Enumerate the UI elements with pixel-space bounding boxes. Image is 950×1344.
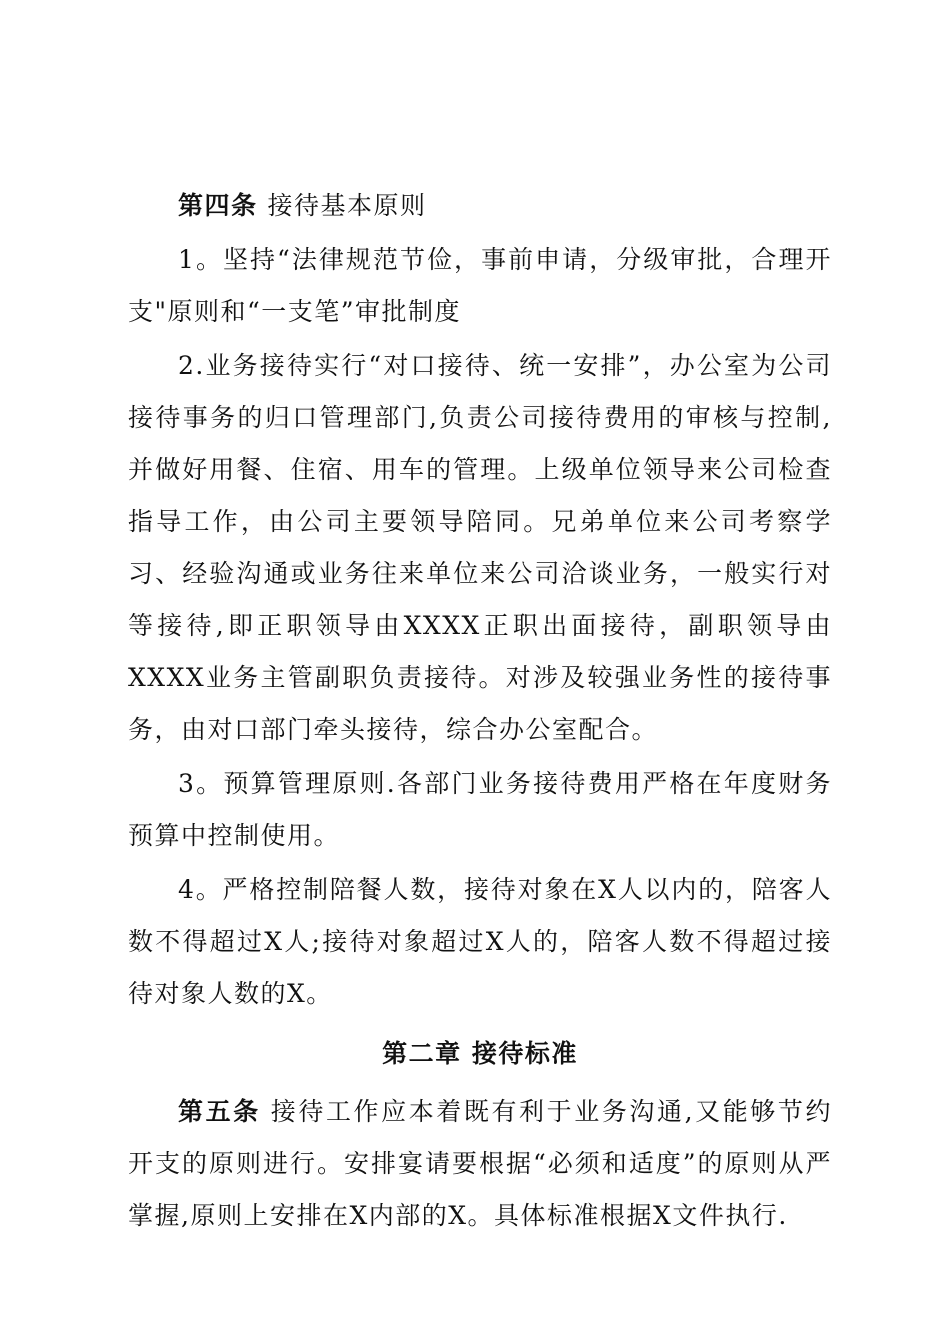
principle-item-2: 2.业务接待实行“对口接待、统一安排”，办公室为公司接待事务的归口管理部门,负责公司接待费用的审核与控制,并做好用餐、住宿、用车的管理。上级单位领导来公司检查指导工作，由公司主要领导陪同。兄弟单位来公司考察学习、经验沟通或业务往来单位来公司洽谈业务，一般实行对等接待,即正职领导由XXXX正职出面接待，副职领导由XXXX业务主管副职负责接待。对涉及较强业务性的接待事务，由对口部门牵头接待，综合办公室配合。 xyxy=(128,351,832,744)
article-4-label: 第四条 xyxy=(178,191,258,220)
principle-item-3: 3。预算管理原则.各部门业务接待费用严格在年度财务预算中控制使用。 xyxy=(128,769,832,850)
chapter-2-heading: 第二章 接待标准 xyxy=(382,1039,578,1068)
principle-item-1: 1。坚持“法律规范节俭，事前申请，分级审批，合理开支"原则和“一支笔”审批制度 xyxy=(128,245,832,326)
principle-item-4: 4。严格控制陪餐人数，接待对象在X人以内的，陪客人数不得超过X人;接待对象超过X人的，陪客人数不得超过接待对象人数的X。 xyxy=(128,875,832,1008)
article-4-heading xyxy=(128,180,832,232)
document-page xyxy=(128,180,832,1244)
article-5-label: 第五条 xyxy=(178,1097,261,1126)
article-4-title: 接待基本原则 xyxy=(267,191,427,220)
article-5-body: 接待工作应本着既有利于业务沟通,又能够节约开支的原则进行。安排宴请要根据“必须和适度”的原则从严掌握,原则上安排在X内部的X。具体标准根据X文件执行. xyxy=(128,1097,832,1230)
article-5-paragraph xyxy=(128,1086,832,1242)
